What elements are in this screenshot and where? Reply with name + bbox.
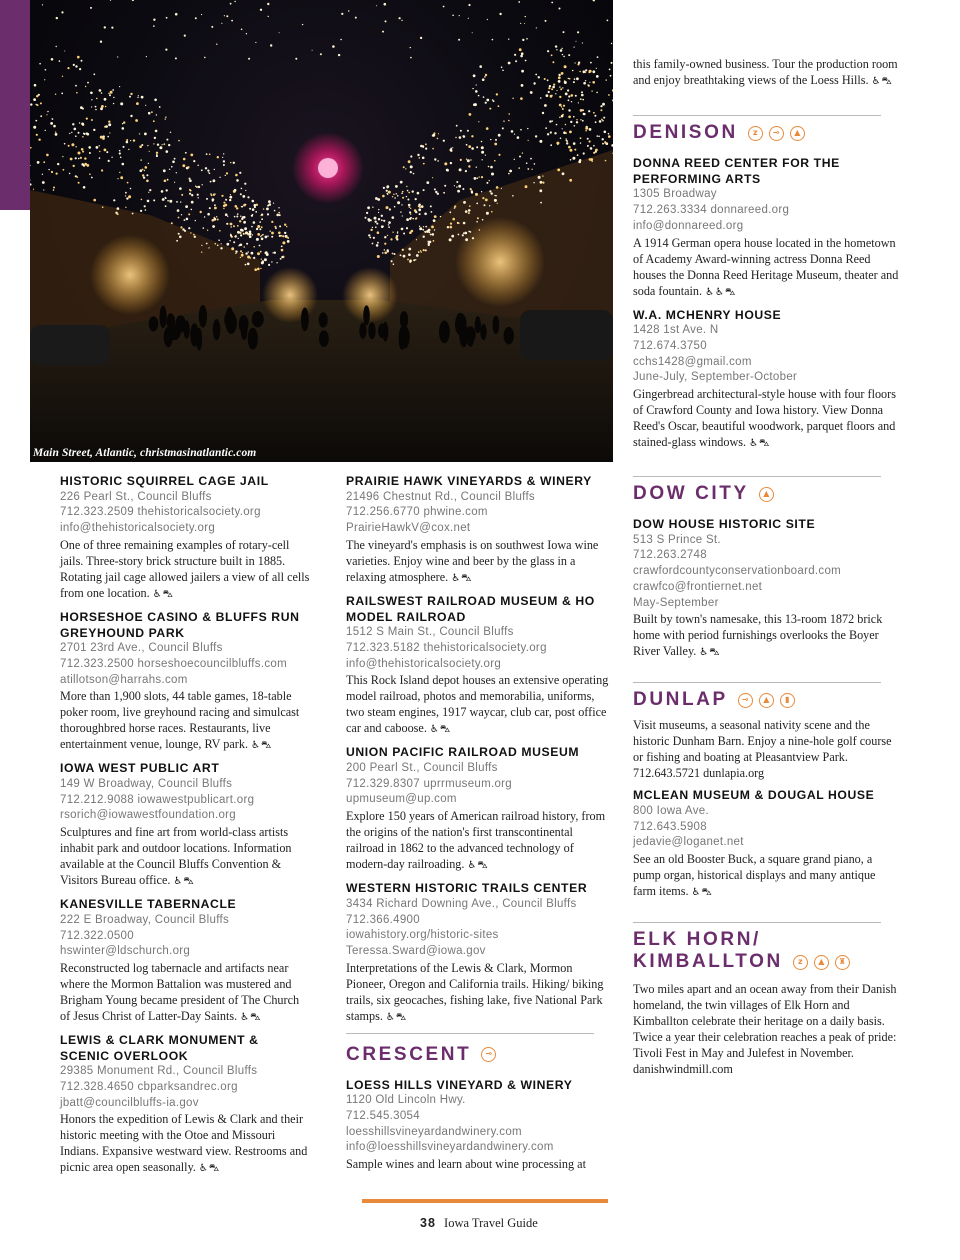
listing-title: RAILSWEST RAILROAD MUSEUM & HO MODEL RAILROAD bbox=[346, 593, 595, 624]
accessibility-icons: ♿⛍ bbox=[749, 438, 771, 450]
listing-contact-line[interactable]: 800 Iowa Ave. bbox=[633, 804, 709, 817]
listing-title: HISTORIC SQUIRREL CAGE JAIL bbox=[60, 474, 269, 488]
listing-contact-line[interactable]: iowahistory.org/historic-sites bbox=[346, 929, 499, 942]
camping-icon: ▲ bbox=[759, 487, 774, 502]
accessibility-icons: ♿⛍ bbox=[699, 647, 721, 659]
listing-entry bbox=[633, 156, 901, 301]
listing-title: LEWIS & CLARK MONUMENT & SCENIC OVERLOOK bbox=[60, 1032, 259, 1063]
listing-contact-line[interactable]: 226 Pearl St., Council Bluffs bbox=[60, 490, 212, 503]
listing-contact-line[interactable]: 1512 S Main St., Council Bluffs bbox=[346, 626, 514, 639]
town-heading-crescent bbox=[346, 1044, 610, 1066]
listing-title: HORSESHOE CASINO & BLUFFS RUN GREYHOUND PARK bbox=[60, 609, 300, 640]
listing-contact-line[interactable]: 513 S Prince St. bbox=[633, 533, 721, 546]
listing-contact-line[interactable]: 712.322.0500 bbox=[60, 929, 134, 942]
listing-description bbox=[60, 537, 310, 603]
accessibility-icons: ♿♿⛍ bbox=[705, 286, 737, 298]
listing-description bbox=[346, 960, 610, 1026]
accessibility-icons: ♿⛍ bbox=[691, 887, 713, 899]
listing-title: IOWA WEST PUBLIC ART bbox=[60, 761, 220, 776]
listing-contact-line[interactable]: hswinter@ldschurch.org bbox=[60, 945, 191, 958]
town-name: DOW CITY bbox=[633, 483, 749, 505]
entry-description: this family-owned business. Tour the production room and enjoy breathtaking views of the Loess Hills. ♿⛍ bbox=[633, 56, 901, 90]
listing-contact-line[interactable]: 3434 Richard Downing Ave., Council Bluffs bbox=[346, 897, 577, 910]
section-color-tab bbox=[0, 0, 30, 210]
accessibility-icons: ♿⛍ bbox=[152, 588, 174, 600]
listing-entry bbox=[60, 761, 310, 890]
listing-contact-line[interactable]: 712.256.6770 phwine.com bbox=[346, 506, 488, 519]
listing-description bbox=[60, 688, 310, 754]
listing-entry bbox=[633, 517, 901, 661]
listing-contact-line[interactable]: Teressa.Sward@iowa.gov bbox=[346, 944, 486, 957]
listing-contact-line[interactable]: 1305 Broadway bbox=[633, 188, 717, 201]
listing-contact-line[interactable]: loesshillsvineyardandwinery.com bbox=[346, 1125, 522, 1138]
accessibility-icons: ♿⛍ bbox=[385, 1011, 408, 1023]
listing-contact-line[interactable]: info@thehistoricalsociety.org bbox=[60, 522, 216, 535]
listing-description bbox=[633, 851, 901, 901]
page-number: 38 bbox=[420, 1216, 436, 1230]
listing-title: KANESVILLE TABERNACLE bbox=[60, 897, 237, 912]
listing-title: PRAIRIE HAWK VINEYARDS & WINERY bbox=[346, 474, 592, 488]
lodging-icon: z bbox=[793, 955, 808, 970]
listing-contact-line[interactable]: June-July, September-October bbox=[633, 371, 798, 384]
photo-caption: Main Street, Atlantic, christmasinatlantic.com bbox=[33, 447, 257, 459]
golf-icon: ⊸ bbox=[769, 126, 784, 141]
listing-contact-line[interactable]: 712.328.4650 cbparksandrec.org bbox=[60, 1081, 238, 1094]
listing-contact-line[interactable]: cchs1428@gmail.com bbox=[633, 355, 752, 368]
listing-contact-line[interactable]: crawfordcountyconservationboard.com bbox=[633, 565, 842, 578]
listing-entry bbox=[633, 308, 901, 453]
listing-contact-line[interactable]: 712.323.2509 thehistoricalsociety.org bbox=[60, 506, 261, 519]
listing-contact-line[interactable]: 200 Pearl St., Council Bluffs bbox=[346, 762, 498, 775]
listing-entry bbox=[633, 788, 901, 901]
listing-entry bbox=[60, 897, 310, 1026]
listing-title: WESTERN HISTORIC TRAILS CENTER bbox=[346, 881, 588, 896]
listing-title: MCLEAN MUSEUM & DOUGAL HOUSE bbox=[633, 788, 875, 803]
listing-entry bbox=[346, 1078, 610, 1173]
listing-description bbox=[346, 672, 610, 738]
golf-icon: ⊸ bbox=[738, 693, 753, 708]
publication-title: Iowa Travel Guide bbox=[444, 1216, 538, 1230]
listing-description-text: Explore 150 years of American railroad history, from the origins of the nation's first transcontinental railroad in 1862 to the advanced technology of modern-day railroading. bbox=[346, 809, 606, 872]
listing-contact-line[interactable]: 712.545.3054 bbox=[346, 1110, 420, 1123]
page-footer bbox=[420, 1216, 538, 1231]
listing-title: DONNA REED CENTER FOR THE PERFORMING ARTS bbox=[633, 156, 840, 186]
listing-description-text: The vineyard's emphasis is on southwest Iowa wine varieties. Enjoy wine and beer by the glass in a relaxing atmosphere. bbox=[346, 537, 599, 584]
listing-contact-line[interactable]: rsorich@iowawestfoundation.org bbox=[60, 809, 237, 822]
listing-contact-line[interactable]: May-September bbox=[633, 596, 719, 609]
street-photo bbox=[30, 0, 613, 462]
listing-description-text: Built by town's namesake, this 13-room 1872 brick home with period furnishings overlooks the Boyer River Valley. bbox=[633, 612, 883, 659]
column-1 bbox=[60, 474, 310, 1184]
section-divider bbox=[633, 682, 881, 683]
listing-contact-line[interactable]: 712.323.2500 horseshoecouncilbluffs.com bbox=[60, 657, 287, 670]
christmas-lights-street-image bbox=[30, 0, 613, 462]
listing-contact-line[interactable]: 712.212.9088 iowawestpublicart.org bbox=[60, 793, 255, 806]
town-name-line2: KIMBALLTON bbox=[633, 951, 783, 973]
listing-entry bbox=[60, 610, 310, 755]
listing-title: W.A. MCHENRY HOUSE bbox=[633, 307, 782, 322]
listing-contact-line[interactable]: 712.323.5182 thehistoricalsociety.org bbox=[346, 641, 547, 654]
listing-description-text: See an old Booster Buck, a square grand piano, a pump organ, historical displays and many antique farm items. bbox=[633, 852, 876, 899]
listing-contact-line[interactable]: 712.674.3750 bbox=[633, 339, 707, 352]
accessibility-icons: ♿⛍ bbox=[871, 76, 893, 87]
listing-description bbox=[346, 808, 610, 874]
listing-contact-line[interactable]: atillotson@harrahs.com bbox=[60, 673, 188, 686]
town-name-line1: ELK HORN/ bbox=[633, 929, 761, 951]
town-heading-denison bbox=[633, 122, 901, 144]
accessibility-icons: ♿⛍ bbox=[429, 724, 452, 736]
listing-description bbox=[346, 1156, 610, 1172]
listing-entry bbox=[346, 594, 610, 739]
listing-description-text: Interpretations of the Lewis & Clark, Mormon Pioneer, Oregon and California trails. Hiking/ biking trails, six geocaches, fishing lake, five National Park stamps. bbox=[346, 960, 604, 1023]
listing-contact-line[interactable]: info@loesshillsvineyardandwinery.com bbox=[346, 1141, 554, 1154]
camping-icon: ▲ bbox=[759, 693, 774, 708]
listing-contact-line[interactable]: crawfco@frontiernet.net bbox=[633, 580, 763, 593]
section-divider bbox=[633, 922, 881, 923]
section-divider bbox=[633, 115, 881, 116]
accessibility-icons: ♿⛍ bbox=[173, 876, 195, 888]
listing-description bbox=[346, 537, 610, 587]
listing-contact-line[interactable]: 712.366.4900 bbox=[346, 913, 420, 926]
listing-description bbox=[60, 824, 310, 890]
listing-contact-line[interactable]: info@thehistoricalsociety.org bbox=[346, 657, 502, 670]
town-intro: Two miles apart and an ocean away from their Danish homeland, the twin villages of Elk Horn and Kimballton celebrate their heritage on a daily basis. Twice a year their celebration reaches a peak of pride: Tivoli Fest in May and Julefest in November. danishwindmill.com bbox=[633, 982, 897, 1077]
listing-contact-line[interactable]: 1120 Old Lincoln Hwy. bbox=[346, 1094, 466, 1107]
column-2 bbox=[346, 474, 610, 1179]
listing-description bbox=[633, 386, 901, 452]
listing-entry bbox=[346, 881, 610, 1026]
lodging-icon: z bbox=[748, 126, 763, 141]
listing-contact-line[interactable]: jbatt@councilbluffs-ia.gov bbox=[60, 1096, 199, 1109]
camping-icon: ▲ bbox=[814, 955, 829, 970]
listing-description bbox=[60, 1111, 310, 1177]
listing-entry bbox=[346, 474, 610, 587]
town-name: DUNLAP bbox=[633, 689, 728, 711]
footer-accent-bar bbox=[362, 1199, 608, 1203]
town-heading-dow-city bbox=[633, 483, 901, 505]
listing-title: LOESS HILLS VINEYARD & WINERY bbox=[346, 1077, 573, 1092]
listing-entry bbox=[60, 474, 310, 603]
listing-contact-line[interactable]: 712.643.5908 bbox=[633, 820, 707, 833]
section-divider bbox=[633, 476, 881, 477]
listing-contact-line[interactable]: jedavie@loganet.net bbox=[633, 836, 744, 849]
town-intro: Visit museums, a seasonal nativity scene and the historic Dunham Barn. Enjoy a nine-hole golf course or fishing and boating at Pleasantview Park. 712.643.5721 dunlapia.org bbox=[633, 718, 892, 781]
camping-icon: ▲ bbox=[790, 126, 805, 141]
town-name: CRESCENT bbox=[346, 1043, 472, 1065]
accessibility-icons: ♿⛍ bbox=[240, 1011, 262, 1023]
attraction-icon: ♜ bbox=[835, 955, 850, 970]
listing-description bbox=[633, 235, 901, 301]
listing-contact-line[interactable]: 29385 Monument Rd., Council Bluffs bbox=[60, 1065, 258, 1078]
column-3 bbox=[633, 56, 901, 1077]
listing-description-text: Sample wines and learn about wine processing at bbox=[346, 1157, 586, 1172]
listing-description-text: One of three remaining examples of rotary-cell jails. Three-story brick structure built in 1885. Rotating jail cage allowed jailers a view of all cells from one location. bbox=[60, 537, 310, 600]
accessibility-icons: ♿⛍ bbox=[198, 1163, 221, 1175]
listing-description-text: A 1914 German opera house located in the hometown of Academy Award-winning actress Donna Reed houses the Donna Reed Heritage Museum, theater and soda fountain. bbox=[633, 235, 899, 298]
town-name: DENISON bbox=[633, 122, 738, 143]
listing-description bbox=[633, 611, 901, 661]
accessibility-icons: ♿⛍ bbox=[451, 572, 473, 584]
accessibility-icons: ♿⛍ bbox=[251, 740, 273, 752]
listing-entry bbox=[60, 1033, 310, 1178]
golf-icon: ⊸ bbox=[481, 1047, 496, 1062]
town-heading-elk-horn bbox=[633, 929, 901, 951]
listing-contact-line[interactable]: 2701 23rd Ave., Council Bluffs bbox=[60, 642, 223, 655]
section-divider bbox=[346, 1033, 594, 1034]
listing-title: UNION PACIFIC RAILROAD MUSEUM bbox=[346, 745, 580, 760]
listing-contact-line[interactable]: 712.329.8307 uprrmuseum.org bbox=[346, 777, 513, 790]
listing-description-text: Reconstructed log tabernacle and artifacts near where the Mormon Battalion was mustered and Brigham Young became president of The Church of Jesus Christ of Latter-Day Saints. bbox=[60, 960, 300, 1023]
listing-description-text: Honors the expedition of Lewis & Clark and their historic meeting with the Otoe and Missouri Indians. Expansive westward view. Restrooms and picnic area open seasonally. bbox=[60, 1112, 308, 1175]
listing-description bbox=[60, 960, 310, 1026]
trail-icon: ▮ bbox=[780, 693, 795, 708]
town-heading-dunlap bbox=[633, 689, 901, 711]
listing-contact-line[interactable]: upmuseum@up.com bbox=[346, 793, 457, 806]
town-heading-kimballton bbox=[633, 951, 901, 973]
accessibility-icons: ♿⛍ bbox=[467, 860, 489, 872]
listing-entry bbox=[346, 745, 610, 874]
listing-contact-line[interactable]: 712.263.3334 donnareed.org bbox=[633, 204, 790, 217]
listing-contact-line[interactable]: 1428 1st Ave. N bbox=[633, 324, 719, 337]
listing-description-text: Gingerbread architectural-style house with four floors of Crawford County and Iowa history. View Donna Reed's Oscar, beautiful woodwork, parquet floors and stained-glass windows. bbox=[633, 387, 896, 450]
listing-contact-line[interactable]: info@donnareed.org bbox=[633, 219, 744, 232]
listing-description-text: This Rock Island depot houses an extensive operating model railroad, photos and memorabilia, uniforms, two steam engines, 1917 waycar, club car, post office car and caboose. bbox=[346, 673, 609, 736]
listing-description-text: More than 1,900 slots, 44 table games, 18-table poker room, live greyhound racing and simulcast thoroughbred horse races. Restaurants, live entertainment venue, lounge, RV park. bbox=[60, 689, 300, 752]
listing-contact-line[interactable]: PrairieHawkV@cox.net bbox=[346, 522, 471, 535]
listing-contact-line[interactable]: 21496 Chestnut Rd., Council Bluffs bbox=[346, 490, 535, 503]
listing-title: DOW HOUSE HISTORIC SITE bbox=[633, 517, 816, 532]
listing-contact-line[interactable]: 712.263.2748 bbox=[633, 549, 707, 562]
listing-contact-line[interactable]: 222 E Broadway, Council Bluffs bbox=[60, 913, 230, 926]
listing-contact-line[interactable]: 149 W Broadway, Council Bluffs bbox=[60, 778, 233, 791]
listing-description-text: Sculptures and fine art from world-class artists inhabit park and outdoor locations. Information available at the Council Bluffs Convention & Visitors Bureau office. bbox=[60, 825, 292, 888]
